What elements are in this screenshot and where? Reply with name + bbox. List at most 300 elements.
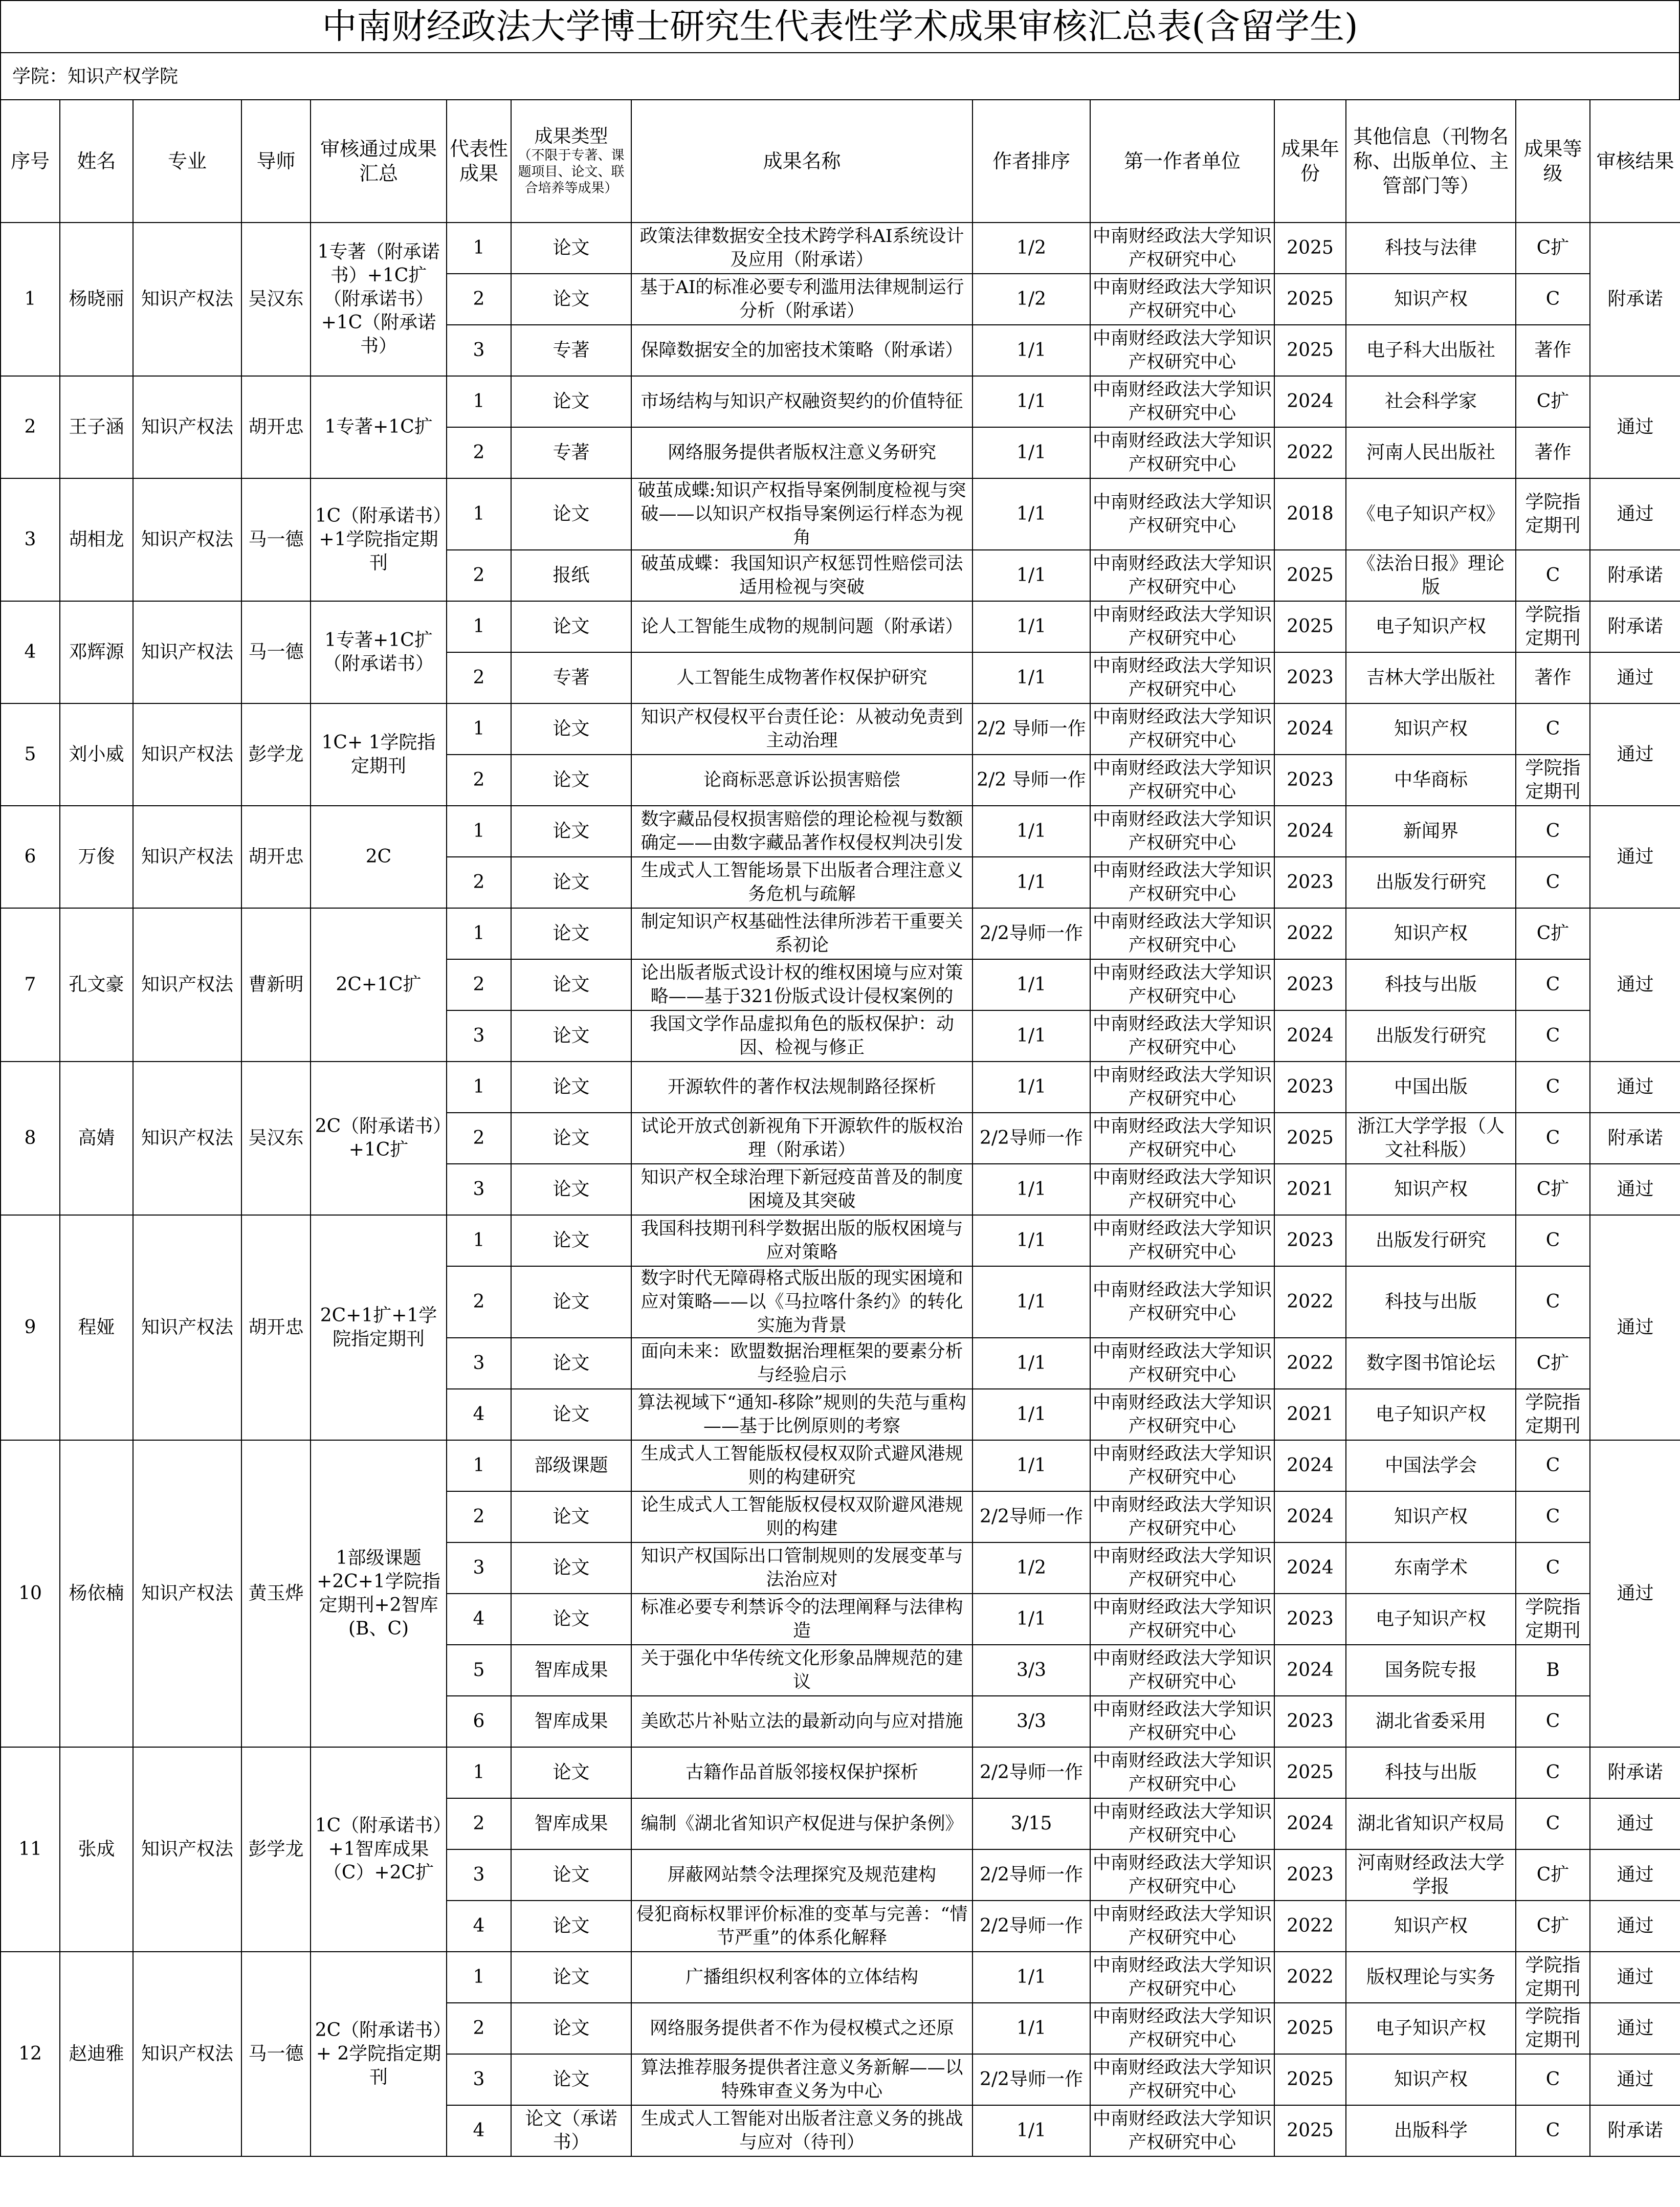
major-cell: 知识产权法: [133, 908, 241, 1062]
type-cell: 论文: [511, 1849, 631, 1901]
seq-cell: 1: [1, 223, 60, 376]
author-rank-cell: 1/1: [972, 1164, 1090, 1215]
achievement-title: 制定知识产权基础性法律所涉若干重要关系初论: [631, 908, 972, 959]
achievement-title: 侵犯商标权罪评价标准的变革与完善：“情节严重”的体系化解释: [631, 1901, 972, 1952]
table-row: [1, 1215, 1680, 1266]
major-cell: 知识产权法: [133, 1747, 241, 1952]
grade-cell: C: [1516, 2105, 1590, 2156]
grade-cell: C扩: [1516, 1164, 1590, 1215]
advisor-cell: 曹新明: [241, 908, 311, 1062]
first-unit-cell: 中南财经政法大学知识产权研究中心: [1090, 1389, 1274, 1440]
author-rank-cell: 1/1: [972, 1266, 1090, 1338]
type-cell: 论文: [511, 601, 631, 652]
seq-cell: 11: [1, 1747, 60, 1952]
rep-cell: 2: [447, 755, 511, 806]
result-cell: 通过: [1590, 1901, 1680, 1952]
grade-cell: C: [1516, 274, 1590, 325]
other-info-cell: 浙江大学学报（人文社科版）: [1346, 1113, 1516, 1164]
summary-cell: 1专著（附承诺书）+1C扩（附承诺书）+1C（附承诺书）: [311, 223, 447, 376]
rep-cell: 1: [447, 1747, 511, 1798]
rep-cell: 3: [447, 1338, 511, 1389]
year-cell: 2022: [1274, 908, 1346, 959]
result-cell: 通过: [1590, 703, 1680, 806]
table-row: [1, 806, 1680, 857]
year-cell: 2023: [1274, 1062, 1346, 1113]
other-info-cell: 新闻界: [1346, 806, 1516, 857]
other-info-cell: 湖北省委采用: [1346, 1696, 1516, 1747]
type-cell: 报纸: [511, 550, 631, 601]
result-cell: 通过: [1590, 652, 1680, 703]
achievement-title: 破茧成蝶：我国知识产权惩罚性赔偿司法适用检视与突破: [631, 550, 972, 601]
grade-cell: 学院指定期刊: [1516, 1952, 1590, 2003]
type-cell: 论文: [511, 1491, 631, 1542]
first-unit-cell: 中南财经政法大学知识产权研究中心: [1090, 550, 1274, 601]
student-name: 刘小威: [60, 703, 133, 806]
achievement-title: 政策法律数据安全技术跨学科AI系统设计及应用（附承诺）: [631, 223, 972, 274]
type-cell: 部级课题: [511, 1440, 631, 1491]
rep-cell: 2: [447, 1798, 511, 1849]
achievement-title: 论人工智能生成物的规制问题（附承诺）: [631, 601, 972, 652]
grade-cell: C: [1516, 1491, 1590, 1542]
result-cell: 通过: [1590, 1440, 1680, 1747]
other-info-cell: 中华商标: [1346, 755, 1516, 806]
author-rank-cell: 2/2导师一作: [972, 1849, 1090, 1901]
achievement-title: 美欧芯片补贴立法的最新动向与应对措施: [631, 1696, 972, 1747]
header-achievement: 成果名称: [631, 100, 972, 223]
header-first-unit: 第一作者单位: [1090, 100, 1274, 223]
year-cell: 2021: [1274, 1164, 1346, 1215]
author-rank-cell: 1/1: [972, 1215, 1090, 1266]
author-rank-cell: 1/2: [972, 223, 1090, 274]
grade-cell: 著作: [1516, 325, 1590, 376]
other-info-cell: 知识产权: [1346, 1164, 1516, 1215]
author-rank-cell: 1/1: [972, 806, 1090, 857]
year-cell: 2023: [1274, 1594, 1346, 1645]
type-cell: 论文: [511, 1747, 631, 1798]
header-author-rank: 作者排序: [972, 100, 1090, 223]
student-name: 万俊: [60, 806, 133, 908]
achievement-title: 生成式人工智能场景下出版者合理注意义务危机与疏解: [631, 857, 972, 908]
first-unit-cell: 中南财经政法大学知识产权研究中心: [1090, 857, 1274, 908]
header-other: 其他信息（刊物名称、出版单位、主管部门等）: [1346, 100, 1516, 223]
result-cell: 附承诺: [1590, 550, 1680, 601]
result-cell: 通过: [1590, 1798, 1680, 1849]
year-cell: 2025: [1274, 601, 1346, 652]
achievement-title: 数字时代无障碍格式版出版的现实困境和应对策略——以《马拉喀什条约》的转化实施为背景: [631, 1266, 972, 1338]
author-rank-cell: 2/2导师一作: [972, 1747, 1090, 1798]
table-row: [1, 376, 1680, 427]
student-name: 高婧: [60, 1062, 133, 1215]
year-cell: 2023: [1274, 1696, 1346, 1747]
year-cell: 2024: [1274, 1542, 1346, 1594]
rep-cell: 1: [447, 1062, 511, 1113]
summary-cell: 1C+ 1学院指定期刊: [311, 703, 447, 806]
student-name: 杨依楠: [60, 1440, 133, 1747]
result-cell: 通过: [1590, 1062, 1680, 1113]
year-cell: 2025: [1274, 1113, 1346, 1164]
grade-cell: C: [1516, 550, 1590, 601]
year-cell: 2024: [1274, 1491, 1346, 1542]
other-info-cell: 出版发行研究: [1346, 1010, 1516, 1062]
year-cell: 2021: [1274, 1389, 1346, 1440]
year-cell: 2022: [1274, 1338, 1346, 1389]
achievement-title: 知识产权全球治理下新冠疫苗普及的制度困境及其突破: [631, 1164, 972, 1215]
student-name: 张成: [60, 1747, 133, 1952]
achievement-title: 生成式人工智能版权侵权双阶式避风港规则的构建研究: [631, 1440, 972, 1491]
table-row: [1, 478, 1680, 550]
year-cell: 2022: [1274, 427, 1346, 478]
year-cell: 2022: [1274, 1901, 1346, 1952]
author-rank-cell: 2/2 导师一作: [972, 755, 1090, 806]
rep-cell: 3: [447, 325, 511, 376]
rep-cell: 2: [447, 274, 511, 325]
grade-cell: C: [1516, 1266, 1590, 1338]
type-cell: 论文: [511, 376, 631, 427]
year-cell: 2023: [1274, 857, 1346, 908]
author-rank-cell: 1/2: [972, 1542, 1090, 1594]
first-unit-cell: 中南财经政法大学知识产权研究中心: [1090, 1542, 1274, 1594]
result-cell: 通过: [1590, 908, 1680, 1062]
grade-cell: C: [1516, 1215, 1590, 1266]
first-unit-cell: 中南财经政法大学知识产权研究中心: [1090, 1747, 1274, 1798]
achievement-title: 生成式人工智能对出版者注意义务的挑战与应对（待刊）: [631, 2105, 972, 2156]
type-cell: 论文: [511, 857, 631, 908]
other-info-cell: 社会科学家: [1346, 376, 1516, 427]
type-cell: 智库成果: [511, 1696, 631, 1747]
header-name: 姓名: [60, 100, 133, 223]
year-cell: 2024: [1274, 806, 1346, 857]
year-cell: 2024: [1274, 1440, 1346, 1491]
author-rank-cell: 1/1: [972, 959, 1090, 1010]
header-major: 专业: [133, 100, 241, 223]
achievement-title: 古籍作品首版邻接权保护探析: [631, 1747, 972, 1798]
first-unit-cell: 中南财经政法大学知识产权研究中心: [1090, 2105, 1274, 2156]
author-rank-cell: 2/2导师一作: [972, 1113, 1090, 1164]
advisor-cell: 马一德: [241, 601, 311, 703]
other-info-cell: 吉林大学出版社: [1346, 652, 1516, 703]
rep-cell: 3: [447, 1164, 511, 1215]
type-cell: 论文: [511, 1266, 631, 1338]
other-info-cell: 电子知识产权: [1346, 1389, 1516, 1440]
rep-cell: 1: [447, 1215, 511, 1266]
author-rank-cell: 1/1: [972, 1062, 1090, 1113]
achievement-title: 编制《湖北省知识产权促进与保护条例》: [631, 1798, 972, 1849]
summary-cell: 2C: [311, 806, 447, 908]
first-unit-cell: 中南财经政法大学知识产权研究中心: [1090, 1952, 1274, 2003]
student-name: 赵迪雅: [60, 1952, 133, 2156]
type-cell: 专著: [511, 427, 631, 478]
rep-cell: 6: [447, 1696, 511, 1747]
table-row: [1, 908, 1680, 959]
achievement-title: 人工智能生成物著作权保护研究: [631, 652, 972, 703]
achievement-title: 开源软件的著作权法规制路径探析: [631, 1062, 972, 1113]
achievement-title: 破茧成蝶:知识产权指导案例制度检视与突破——以知识产权指导案例运行样态为视角: [631, 478, 972, 550]
year-cell: 2025: [1274, 1747, 1346, 1798]
grade-cell: 学院指定期刊: [1516, 2003, 1590, 2054]
grade-cell: C: [1516, 1113, 1590, 1164]
other-info-cell: 版权理论与实务: [1346, 1952, 1516, 2003]
advisor-cell: 胡开忠: [241, 1215, 311, 1440]
type-cell: 论文: [511, 703, 631, 755]
first-unit-cell: 中南财经政法大学知识产权研究中心: [1090, 1113, 1274, 1164]
year-cell: 2024: [1274, 1798, 1346, 1849]
first-unit-cell: 中南财经政法大学知识产权研究中心: [1090, 2003, 1274, 2054]
year-cell: 2024: [1274, 1010, 1346, 1062]
author-rank-cell: 2/2导师一作: [972, 1901, 1090, 1952]
year-cell: 2025: [1274, 325, 1346, 376]
first-unit-cell: 中南财经政法大学知识产权研究中心: [1090, 478, 1274, 550]
author-rank-cell: 1/1: [972, 376, 1090, 427]
author-rank-cell: 1/2: [972, 274, 1090, 325]
header-year: 成果年份: [1274, 100, 1346, 223]
author-rank-cell: 1/1: [972, 1440, 1090, 1491]
other-info-cell: 电子知识产权: [1346, 601, 1516, 652]
result-cell: 通过: [1590, 806, 1680, 908]
grade-cell: 学院指定期刊: [1516, 601, 1590, 652]
type-cell: 专著: [511, 652, 631, 703]
other-info-cell: 知识产权: [1346, 1491, 1516, 1542]
rep-cell: 4: [447, 1389, 511, 1440]
rep-cell: 2: [447, 1113, 511, 1164]
type-cell: 论文: [511, 1389, 631, 1440]
grade-cell: C扩: [1516, 1901, 1590, 1952]
grade-cell: C扩: [1516, 376, 1590, 427]
achievement-title: 基于AI的标准必要专利滥用法律规制运行分析（附承诺）: [631, 274, 972, 325]
table-row: [1, 601, 1680, 652]
table-row: [1, 1062, 1680, 1113]
rep-cell: 1: [447, 223, 511, 274]
other-info-cell: 知识产权: [1346, 274, 1516, 325]
seq-cell: 3: [1, 478, 60, 601]
year-cell: 2022: [1274, 1266, 1346, 1338]
table-body: [1, 223, 1680, 2156]
summary-cell: 2C+1C扩: [311, 908, 447, 1062]
type-cell: 智库成果: [511, 1645, 631, 1696]
rep-cell: 2: [447, 959, 511, 1010]
major-cell: 知识产权法: [133, 1215, 241, 1440]
rep-cell: 1: [447, 1440, 511, 1491]
rep-cell: 4: [447, 1594, 511, 1645]
type-cell: 论文: [511, 478, 631, 550]
advisor-cell: 马一德: [241, 478, 311, 601]
grade-cell: C扩: [1516, 1849, 1590, 1901]
achievement-table: [0, 99, 1680, 2157]
type-cell: 论文: [511, 908, 631, 959]
achievement-title: 关于强化中华传统文化形象品牌规范的建议: [631, 1645, 972, 1696]
type-cell: 论文: [511, 1594, 631, 1645]
first-unit-cell: 中南财经政法大学知识产权研究中心: [1090, 908, 1274, 959]
author-rank-cell: 1/1: [972, 2105, 1090, 2156]
author-rank-cell: 1/1: [972, 325, 1090, 376]
first-unit-cell: 中南财经政法大学知识产权研究中心: [1090, 959, 1274, 1010]
type-cell: 论文: [511, 274, 631, 325]
header-grade: 成果等级: [1516, 100, 1590, 223]
year-cell: 2025: [1274, 2105, 1346, 2156]
other-info-cell: 东南学术: [1346, 1542, 1516, 1594]
rep-cell: 2: [447, 2003, 511, 2054]
first-unit-cell: 中南财经政法大学知识产权研究中心: [1090, 376, 1274, 427]
grade-cell: 学院指定期刊: [1516, 1594, 1590, 1645]
header-category: [511, 100, 631, 223]
grade-cell: C扩: [1516, 223, 1590, 274]
table-row: [1, 1440, 1680, 1491]
other-info-cell: 出版发行研究: [1346, 1215, 1516, 1266]
achievement-title: 数字藏品侵权损害赔偿的理论检视与数额确定——由数字藏品著作权侵权判决引发: [631, 806, 972, 857]
achievement-title: 算法推荐服务提供者注意义务新解——以特殊审查义务为中心: [631, 2054, 972, 2105]
other-info-cell: 湖北省知识产权局: [1346, 1798, 1516, 1849]
year-cell: 2023: [1274, 1849, 1346, 1901]
first-unit-cell: 中南财经政法大学知识产权研究中心: [1090, 1696, 1274, 1747]
first-unit-cell: 中南财经政法大学知识产权研究中心: [1090, 1849, 1274, 1901]
advisor-cell: 吴汉东: [241, 223, 311, 376]
major-cell: 知识产权法: [133, 1062, 241, 1215]
author-rank-cell: 2/2导师一作: [972, 2054, 1090, 2105]
first-unit-cell: 中南财经政法大学知识产权研究中心: [1090, 1062, 1274, 1113]
first-unit-cell: 中南财经政法大学知识产权研究中心: [1090, 325, 1274, 376]
grade-cell: B: [1516, 1645, 1590, 1696]
major-cell: 知识产权法: [133, 376, 241, 478]
achievement-title: 面向未来：欧盟数据治理框架的要素分析与经验启示: [631, 1338, 972, 1389]
grade-cell: 学院指定期刊: [1516, 1389, 1590, 1440]
first-unit-cell: 中南财经政法大学知识产权研究中心: [1090, 1594, 1274, 1645]
author-rank-cell: 2/2 导师一作: [972, 703, 1090, 755]
other-info-cell: 知识产权: [1346, 2054, 1516, 2105]
summary-cell: 1C（附承诺书）+1学院指定期刊: [311, 478, 447, 601]
result-cell: 通过: [1590, 1952, 1680, 2003]
grade-cell: C扩: [1516, 908, 1590, 959]
student-name: 孔文豪: [60, 908, 133, 1062]
advisor-cell: 胡开忠: [241, 376, 311, 478]
first-unit-cell: 中南财经政法大学知识产权研究中心: [1090, 2054, 1274, 2105]
achievement-title: 算法视域下“通知-移除”规则的失范与重构——基于比例原则的考察: [631, 1389, 972, 1440]
seq-cell: 9: [1, 1215, 60, 1440]
first-unit-cell: 中南财经政法大学知识产权研究中心: [1090, 755, 1274, 806]
rep-cell: 3: [447, 1010, 511, 1062]
achievement-title: 我国科技期刊科学数据出版的版权困境与应对策略: [631, 1215, 972, 1266]
first-unit-cell: 中南财经政法大学知识产权研究中心: [1090, 806, 1274, 857]
type-cell: 论文: [511, 806, 631, 857]
major-cell: 知识产权法: [133, 703, 241, 806]
type-cell: 论文: [511, 2003, 631, 2054]
other-info-cell: 电子知识产权: [1346, 1594, 1516, 1645]
other-info-cell: 知识产权: [1346, 908, 1516, 959]
result-cell: 通过: [1590, 1849, 1680, 1901]
other-info-cell: 知识产权: [1346, 1901, 1516, 1952]
summary-cell: 2C+1扩+1学院指定期刊: [311, 1215, 447, 1440]
other-info-cell: 科技与出版: [1346, 959, 1516, 1010]
year-cell: 2018: [1274, 478, 1346, 550]
first-unit-cell: 中南财经政法大学知识产权研究中心: [1090, 1901, 1274, 1952]
summary-cell: 2C（附承诺书）+1C扩: [311, 1062, 447, 1215]
first-unit-cell: 中南财经政法大学知识产权研究中心: [1090, 1338, 1274, 1389]
grade-cell: C扩: [1516, 1338, 1590, 1389]
table-row: [1, 223, 1680, 274]
grade-cell: C: [1516, 806, 1590, 857]
header-category-note: （不限于专著、课题项目、论文、联合培养等成果）: [518, 148, 625, 196]
achievement-title: 屏蔽网站禁令法理探究及规范建构: [631, 1849, 972, 1901]
grade-cell: C: [1516, 1440, 1590, 1491]
grade-cell: C: [1516, 959, 1590, 1010]
type-cell: 专著: [511, 325, 631, 376]
achievement-title: 论出版者版式设计权的维权困境与应对策略——基于321份版式设计侵权案例的: [631, 959, 972, 1010]
rep-cell: 1: [447, 703, 511, 755]
result-cell: 附承诺: [1590, 223, 1680, 376]
first-unit-cell: 中南财经政法大学知识产权研究中心: [1090, 1440, 1274, 1491]
seq-cell: 5: [1, 703, 60, 806]
other-info-cell: 知识产权: [1346, 703, 1516, 755]
first-unit-cell: 中南财经政法大学知识产权研究中心: [1090, 703, 1274, 755]
first-unit-cell: 中南财经政法大学知识产权研究中心: [1090, 1266, 1274, 1338]
grade-cell: C: [1516, 1542, 1590, 1594]
author-rank-cell: 1/1: [972, 652, 1090, 703]
type-cell: 智库成果: [511, 1798, 631, 1849]
rep-cell: 1: [447, 601, 511, 652]
author-rank-cell: 1/1: [972, 857, 1090, 908]
rep-cell: 3: [447, 1849, 511, 1901]
rep-cell: 1: [447, 478, 511, 550]
rep-cell: 5: [447, 1645, 511, 1696]
author-rank-cell: 1/1: [972, 550, 1090, 601]
achievement-title: 试论开放式创新视角下开源软件的版权治理（附承诺）: [631, 1113, 972, 1164]
achievement-title: 知识产权侵权平台责任论：从被动免责到主动治理: [631, 703, 972, 755]
first-unit-cell: 中南财经政法大学知识产权研究中心: [1090, 274, 1274, 325]
rep-cell: 1: [447, 1952, 511, 2003]
first-unit-cell: 中南财经政法大学知识产权研究中心: [1090, 1010, 1274, 1062]
major-cell: 知识产权法: [133, 478, 241, 601]
result-cell: 通过: [1590, 1164, 1680, 1215]
rep-cell: 4: [447, 2105, 511, 2156]
other-info-cell: 河南人民出版社: [1346, 427, 1516, 478]
grade-cell: C: [1516, 1696, 1590, 1747]
first-unit-cell: 中南财经政法大学知识产权研究中心: [1090, 1645, 1274, 1696]
author-rank-cell: 1/1: [972, 1010, 1090, 1062]
author-rank-cell: 3/3: [972, 1645, 1090, 1696]
page-title: 中南财经政法大学博士研究生代表性学术成果审核汇总表(含留学生): [0, 0, 1680, 52]
header-row: [1, 100, 1680, 223]
advisor-cell: 彭学龙: [241, 703, 311, 806]
seq-cell: 2: [1, 376, 60, 478]
advisor-cell: 黄玉烨: [241, 1440, 311, 1747]
advisor-cell: 吴汉东: [241, 1062, 311, 1215]
other-info-cell: 电子知识产权: [1346, 2003, 1516, 2054]
header-result: 审核结果: [1590, 100, 1680, 223]
author-rank-cell: 2/2导师一作: [972, 908, 1090, 959]
seq-cell: 6: [1, 806, 60, 908]
seq-cell: 8: [1, 1062, 60, 1215]
seq-cell: 4: [1, 601, 60, 703]
rep-cell: 2: [447, 652, 511, 703]
seq-cell: 12: [1, 1952, 60, 2156]
first-unit-cell: 中南财经政法大学知识产权研究中心: [1090, 1798, 1274, 1849]
type-cell: 论文: [511, 2054, 631, 2105]
rep-cell: 2: [447, 1491, 511, 1542]
other-info-cell: 出版科学: [1346, 2105, 1516, 2156]
header-summary: 审核通过成果汇总: [311, 100, 447, 223]
first-unit-cell: 中南财经政法大学知识产权研究中心: [1090, 1491, 1274, 1542]
year-cell: 2024: [1274, 703, 1346, 755]
year-cell: 2025: [1274, 550, 1346, 601]
student-name: 胡相龙: [60, 478, 133, 601]
result-cell: 附承诺: [1590, 2105, 1680, 2156]
major-cell: 知识产权法: [133, 601, 241, 703]
author-rank-cell: 1/1: [972, 1952, 1090, 2003]
advisor-cell: 胡开忠: [241, 806, 311, 908]
first-unit-cell: 中南财经政法大学知识产权研究中心: [1090, 601, 1274, 652]
major-cell: 知识产权法: [133, 1440, 241, 1747]
author-rank-cell: 1/1: [972, 478, 1090, 550]
other-info-cell: 数字图书馆论坛: [1346, 1338, 1516, 1389]
year-cell: 2024: [1274, 376, 1346, 427]
